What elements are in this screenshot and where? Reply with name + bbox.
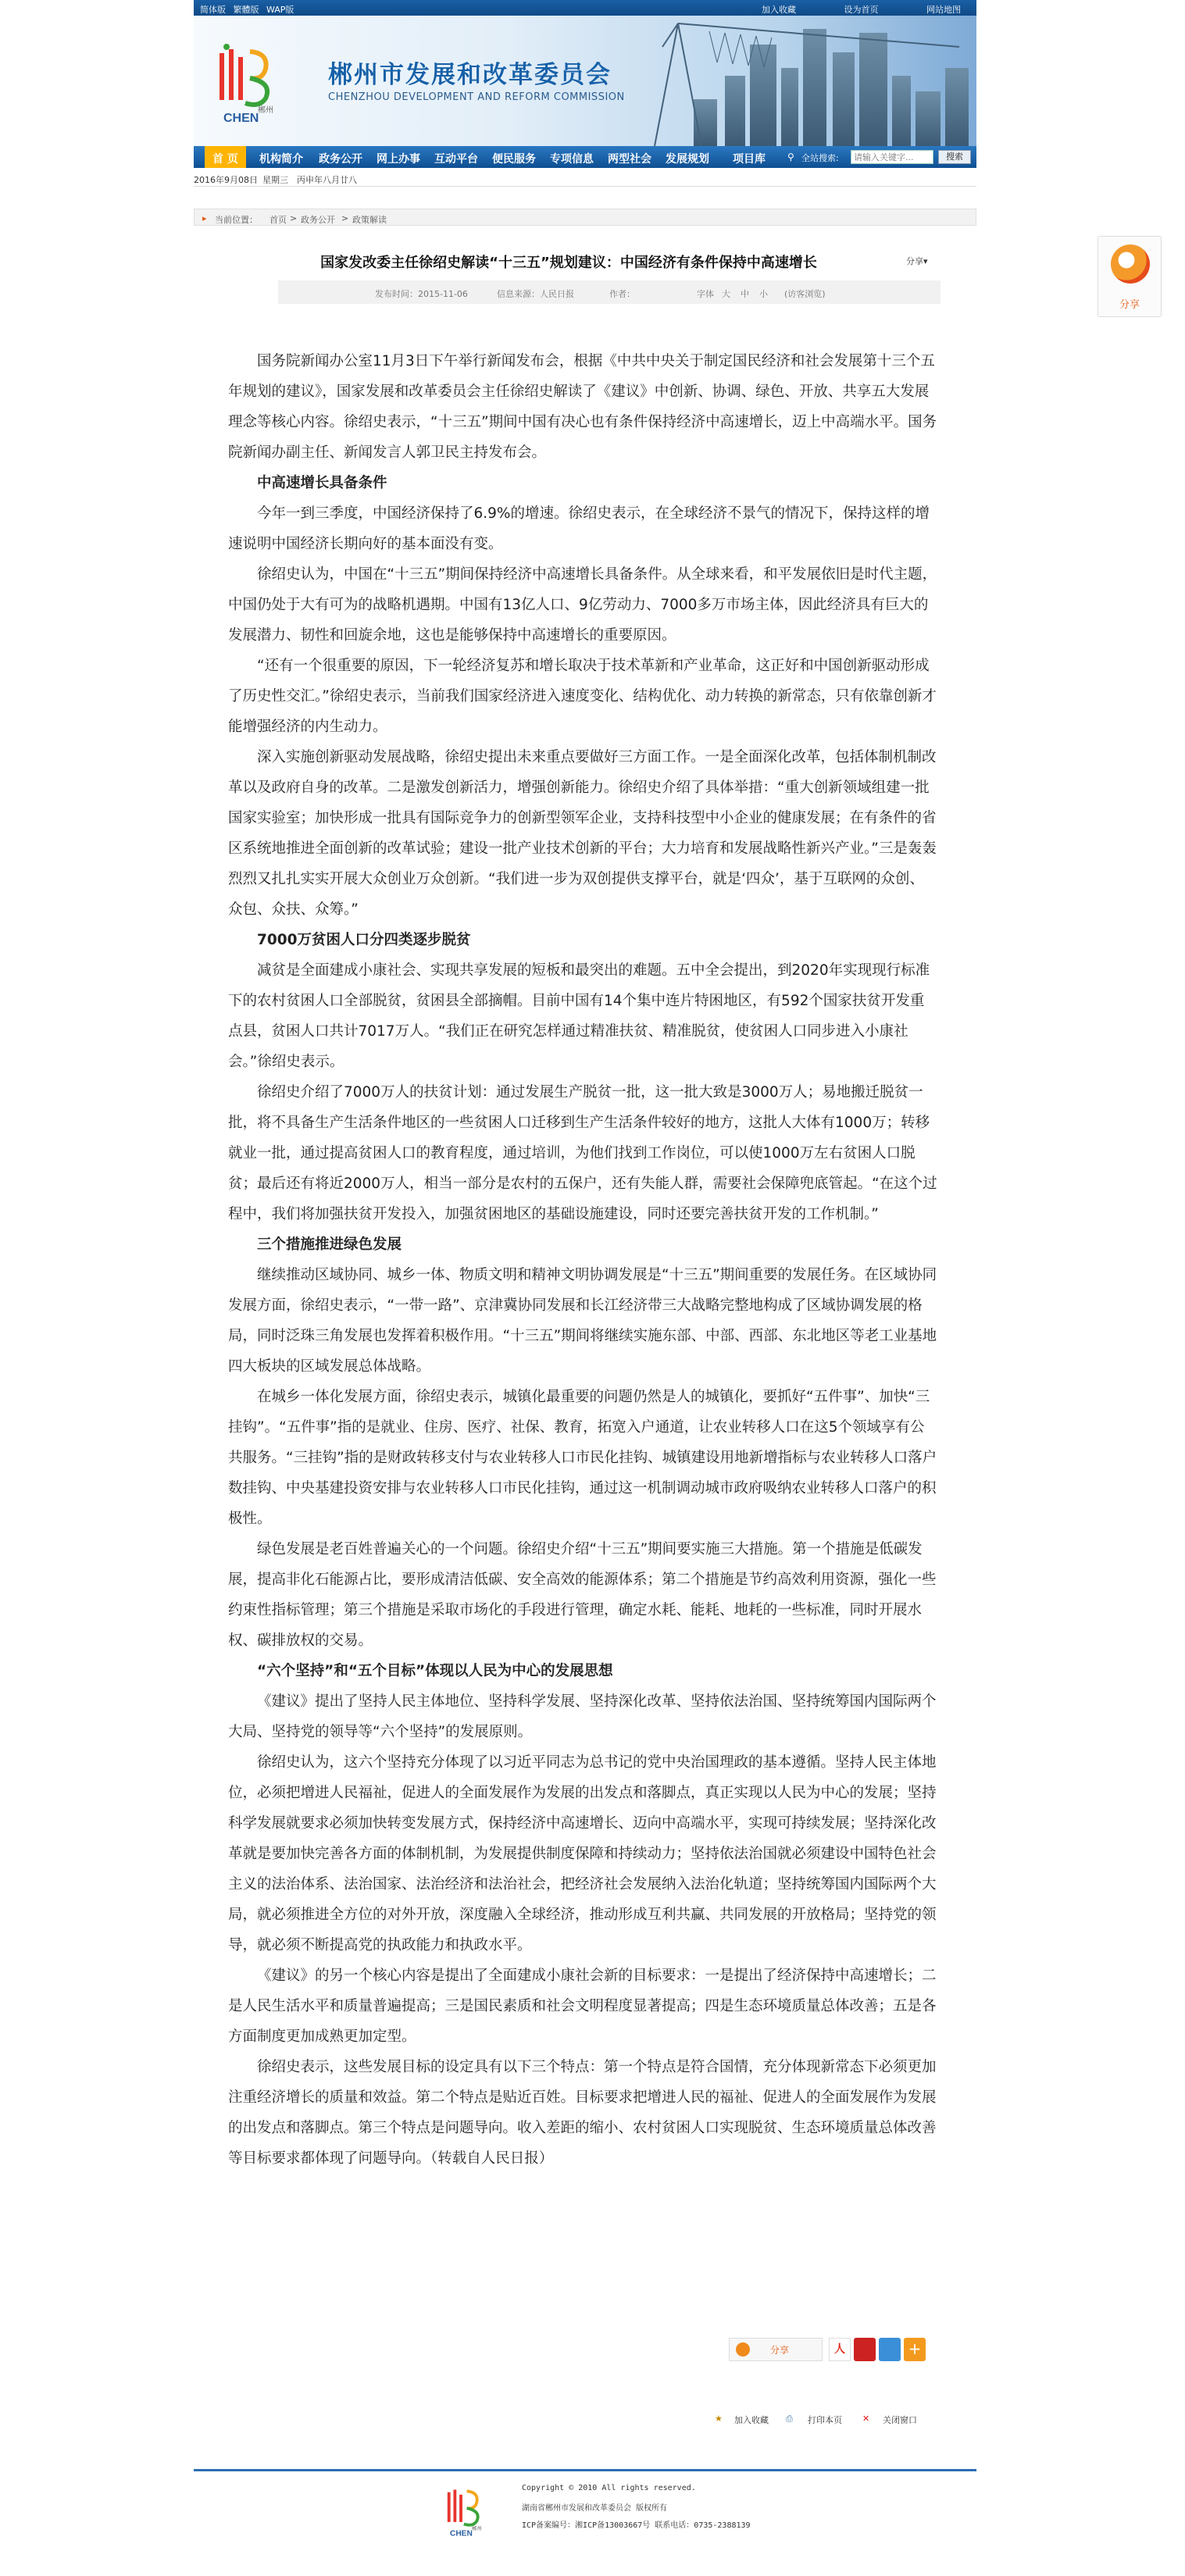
section-heading: “六个坚持”和“五个目标”体现以人民为中心的发展思想 [257, 1663, 613, 1679]
article-paragraph: 今年一到三季度，中国经济保持了6.9%的增速。徐绍史表示，在全球经济不景气的情况下，保持这样的增速说明中国经济长期向好的基本面没有变。 [228, 505, 930, 552]
article-paragraph: 绿色发展是老百姓普遍关心的一个问题。徐绍史介绍“十三五”期间要实施三大措施。第一个措施是低碳发展，提高非化石能源占比，要形成清洁低碳、安全高效的能源体系；第二个措施是节约高效利用资源，强化一些约束性指标管理；第三个措施是采取市场化的手段进行管理，确定水耗、能耗、地耗的一些标准，同时开展水权、碳排放权的交易。 [228, 1541, 937, 1649]
simplified-link[interactable]: 简体版 [200, 5, 226, 15]
article-paragraph: “还有一个很重要的原因，下一轮经济复苏和增长取决于技术革新和产业革命，这正好和中国创新驱动形成了历史性交汇。”徐绍史表示，当前我们国家经济进入速度变化、结构优化、动力转换的新常态，只有依靠创新才能增强经济的内生动力。 [228, 658, 937, 735]
chevron-down-icon: ▾ [923, 256, 928, 266]
floating-share-label: 分享 [1119, 299, 1140, 311]
article-paragraph: 国务院新闻办公室11月3日下午举行新闻发布会，根据《中共中央关于制定国民经济和社会发展第十三个五年规划的建议》，国家发展和改革委员会主任徐绍史解读了《建议》中创新、协调、绿色、开放、共享五大发展理念等核心内容。徐绍史表示，“十三五”期间中国有决心也有条件保持经济中高速增长，迈上中高端水平。国务院新闻办副主任、新闻发言人郭卫民主持发布会。 [228, 353, 937, 461]
share-button[interactable] [729, 2338, 823, 2361]
people-share-icon[interactable]: 人 [829, 2338, 851, 2361]
breadcrumb: ▸ 当前位置： 首页 > 政务公开 > 政策解读 [194, 209, 976, 226]
article-paragraph: 徐绍史认为，中国在“十三五”期间保持经济中高速增长具备条件。从全球来看，和平发展依旧是时代主题，中国仍处于大有可为的战略机遇期。中国有13亿人口、9亿劳动力、7000多万市场主体，因此经济具有巨大的发展潜力、韧性和回旋余地，这也是能够保持中高速增长的重要原因。 [228, 566, 937, 644]
site-logo[interactable] [214, 37, 284, 123]
publish-date: 发布时间：2015-11-06 [375, 289, 468, 299]
visit-count: (访客浏览) [784, 289, 826, 299]
article-paragraph: 继续推动区域协同、城乡一体、物质文明和精神文明协调发展是“十三五”期间重要的发展任务。在区域协同发展方面，徐绍史表示，“一带一路”、京津冀协同发展和长江经济带三大战略完整地构成了区域协调发展的格局，同时泛珠三角发展也发挥着积极作用。“十三五”期间将继续实施东部、中部、西部、东北地区等老工业基地四大板块的区域发展总体战略。 [228, 1267, 937, 1375]
breadcrumb-home[interactable]: 首页 [269, 215, 287, 225]
nav-item-projects[interactable]: 项目库 [733, 153, 766, 166]
copyright: Copyright © 2010 All rights reserved. [522, 2484, 696, 2492]
article-title: 国家发改委主任徐绍史解读“十三五”规划建议：中国经济有条件保持中高速增长 [320, 255, 817, 271]
copyright-owner: 湖南省郴州市发展和改革委员会 版权所有 [522, 2504, 668, 2513]
font-size-big[interactable]: 大 [722, 289, 730, 299]
nav-item-special-info[interactable]: 专项信息 [550, 153, 594, 166]
date-bar [194, 168, 976, 187]
share-link-top[interactable] [906, 255, 928, 267]
more-share-icon[interactable]: + [904, 2338, 926, 2361]
nav-item-interaction[interactable]: 互动平台 [434, 153, 478, 166]
breadcrumb-label: 当前位置： [215, 215, 258, 225]
article-paragraph: 减贫是全面建成小康社会、实现共享发展的短板和最突出的难题。五中全会提出，到2020年实现现行标准下的农村贫困人口全部脱贫，贫困县全部摘帽。目前中国有14个集中连片特困地区，有592个国家扶贫开发重点县，贫困人口共计7017万人。“我们正在研究怎样通过精准扶贫、精准脱贫，使贫困人口同步进入小康社会。”徐绍史表示。 [228, 962, 930, 1070]
footer-logo-city: 郴州 [472, 2526, 482, 2532]
weibo-icon[interactable] [854, 2338, 876, 2361]
nav-item-gov-info[interactable]: 政务公开 [319, 153, 362, 166]
info-source: 信息来源：人民日报 [497, 289, 574, 299]
icp-info: ICP备案编号：湘ICP备13003667号 联系电话：0735-2388139 [522, 2521, 751, 2530]
print-icon: ⎙ [786, 2414, 793, 2424]
search-button[interactable]: 搜索 [938, 150, 971, 164]
wap-link[interactable]: WAP版 [266, 5, 294, 15]
article-body [228, 346, 938, 2174]
footer [194, 2469, 976, 2576]
favorite-icon: ★ [715, 2414, 723, 2424]
language-links [200, 3, 298, 16]
breadcrumb-gov-info[interactable]: 政务公开 [301, 215, 335, 225]
floating-share-button[interactable] [1098, 236, 1162, 317]
share-label: 分享 [770, 2345, 790, 2356]
breadcrumb-policy[interactable]: 政策解读 [352, 215, 387, 225]
print-link[interactable]: 打印本页 [808, 2415, 842, 2425]
logo-word: CHEN [223, 112, 259, 123]
share-logo-icon [736, 2342, 750, 2357]
share-logo-icon [1111, 244, 1150, 284]
search-label: 全站搜索: [801, 153, 839, 163]
nav-item-two-type-society[interactable]: 两型社会 [608, 153, 651, 166]
main-nav [194, 146, 976, 168]
article-paragraph: 《建议》提出了坚持人民主体地位、坚持科学发展、坚持深化改革、坚持依法治国、坚持统筹国内国际两个大局、坚持党的领导等“六个坚持”的发展原则。 [228, 1693, 937, 1740]
nav-item-planning[interactable]: 发展规划 [666, 153, 709, 166]
current-date: 2016年9月08日 [194, 175, 258, 185]
article-meta [278, 280, 941, 304]
section-heading: 7000万贫困人口分四类逐步脱贫 [257, 932, 471, 948]
article-paragraph: 《建议》的另一个核心内容是提出了全面建成小康社会新的目标要求：一是提出了经济保持中高速增长；二是人民生活水平和质量普遍提高；三是国民素质和社会文明程度显著提高；四是生态环境质量总体改善；五是各方面制度更加成熟更加定型。 [228, 1968, 937, 2045]
font-size-small[interactable]: 小 [759, 289, 768, 299]
current-weekday: 星期三 [262, 175, 288, 185]
qq-weibo-icon[interactable] [879, 2338, 901, 2361]
crane-graphic [631, 16, 975, 146]
site-banner [194, 16, 976, 146]
article-paragraph: 徐绍史表示，这些发展目标的设定具有以下三个特点：第一个特点是符合国情，充分体现新常态下必须更加注重经济增长的质量和效益。第二个特点是贴近百姓。目标要求把增进人民的福祉、促进人的全面发展作为发展的出发点和落脚点。第三个特点是问题导向。收入差距的缩小、农村贫困人口实现脱贫、生态环境质量总体改善等目标要求都体现了问题导向。（转载自人民日报） [228, 2059, 937, 2167]
nav-item-about[interactable]: 机构简介 [259, 153, 303, 166]
utility-links [716, 3, 961, 16]
footer-logo-word: CHEN [450, 2529, 473, 2537]
add-favorite-link[interactable]: 加入收藏 [762, 5, 796, 15]
author: 作者： [609, 289, 635, 299]
site-title: 郴州市发展和改革委员会 [328, 61, 612, 89]
nav-item-home[interactable]: 首 页 [205, 146, 246, 168]
site-subtitle: CHENZHOU DEVELOPMENT AND REFORM COMMISSION [328, 91, 625, 103]
logo-city: 郴州 [258, 106, 273, 115]
article-paragraph: 在城乡一体化发展方面，徐绍史表示，城镇化最重要的问题仍然是人的城镇化，要抓好“五件事”、加快“三挂钩”。“五件事”指的是就业、住房、医疗、社保、教育，拓宽入户通道，让农业转移人口在这5个领域享有公共服务。“三挂钩”指的是财政转移支付与农业转移人口市民化挂钩、城镇建设用地新增指标与农业转移人口落户数挂钩、中央基建投资安排与农业转移人口市民化挂钩，通过这一机制调动城市政府吸纳农业转移人口落户的积极性。 [228, 1389, 937, 1527]
search-input[interactable] [851, 150, 933, 164]
nav-item-public-service[interactable]: 便民服务 [492, 153, 536, 166]
set-homepage-link[interactable]: 设为首页 [844, 5, 879, 15]
traditional-link[interactable]: 繁體版 [233, 5, 259, 15]
sitemap-link[interactable]: 网站地图 [926, 5, 961, 15]
font-size-label: 字体 [697, 289, 714, 299]
add-favorite-link[interactable]: 加入收藏 [734, 2415, 769, 2425]
article-paragraph: 徐绍史介绍了7000万人的扶贫计划：通过发展生产脱贫一批，这一批大致是3000万人；易地搬迁脱贫一批，将不具备生产生活条件地区的一些贫困人口迁移到生产生活条件较好的地方，这批人大体有1000万；转移就业一批，通过提高贫困人口的教育程度，通过培训，为他们找到工作岗位，可以使1000万左右贫困人口脱贫；最后还有将近2000万人，相当一部分是农村的五保户，还有失能人群，需要社会保障兜底管起。“在这个过程中，我们将加强扶贫开发投入，加强贫困地区的基础设施建设，同时还要完善扶贫开发的工作机制。” [228, 1084, 937, 1222]
close-window-link[interactable]: 关闭窗口 [883, 2415, 917, 2425]
article-paragraph: 深入实施创新驱动发展战略，徐绍史提出未来重点要做好三方面工作。一是全面深化改革，包括体制机制改革以及政府自身的改革。二是激发创新活力，增强创新能力。徐绍史介绍了具体举措：“重大创新领域组建一批国家实验室；加快形成一批具有国际竞争力的创新型领军企业，支持科技型中小企业的健康发展；在有条件的省区系统地推进全面创新的改革试验；建设一批产业技术创新的平台；大力培育和发展战略性新兴产业。”三是轰轰烈烈又扎扎实实开展大众创业万众创新。“我们进一步为双创提供支撑平台，就是‘四众’，基于互联网的众创、众包、众扶、众筹。” [228, 749, 937, 918]
article-paragraph: 徐绍史认为，这六个坚持充分体现了以习近平同志为总书记的党中央治国理政的基本遵循。坚持人民主体地位，必须把增进人民福祉，促进人的全面发展作为发展的出发点和落脚点，真正实现以人民为中心的发展；坚持科学发展就要求必须加快转变发展方式，保持经济中高速增长、迈向中高端水平，实现可持续发展；坚持深化改革就是要加快完善各方面的体制机制，为发展提供制度保障和持续动力；坚持依法治国就必须建设中国特色社会主义的法治体系、法治国家、法治经济和法治社会，把经济社会发展纳入法治化轨道；坚持统筹国内国际两个大局，就必须推进全方位的对外开放，深度融入全球经济，推动形成互利共赢、共同发展的开放格局；坚持党的领导，就必须不断提高党的执政能力和执政水平。 [228, 1754, 937, 1953]
lunar-date: 丙申年八月廿八 [297, 175, 357, 185]
footer-logo [431, 2482, 501, 2537]
section-heading: 中高速增长具备条件 [257, 475, 387, 491]
breadcrumb-arrow-icon: ▸ [202, 213, 207, 223]
nav-item-online-service[interactable]: 网上办事 [377, 153, 420, 166]
share-label: 分享 [906, 256, 923, 266]
section-heading: 三个措施推进绿色发展 [257, 1236, 402, 1253]
search-icon: ⚲ [787, 152, 794, 162]
top-bar [194, 0, 976, 16]
font-size-mid[interactable]: 中 [741, 289, 749, 299]
close-icon: ✕ [862, 2414, 870, 2424]
